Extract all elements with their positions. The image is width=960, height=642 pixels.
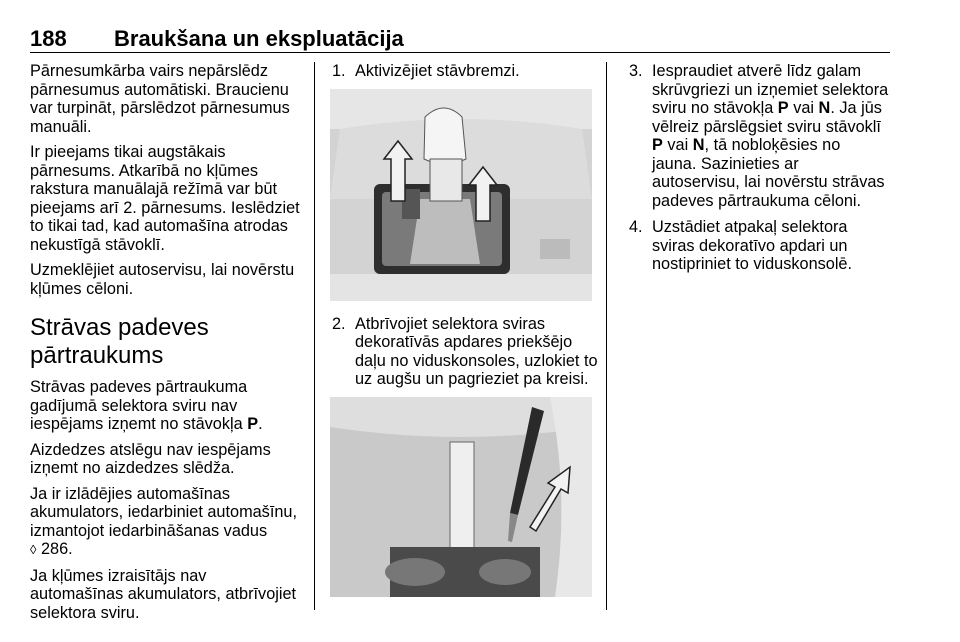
paragraph xyxy=(30,378,302,434)
text-run: vai xyxy=(788,99,819,117)
page-header xyxy=(30,26,890,54)
text-run: . Ja jūs vēlreiz pārslēgsiet sviru stāvoklī xyxy=(652,99,882,136)
column-divider xyxy=(314,62,315,610)
bold-text: P xyxy=(652,136,663,154)
page-number: 188 xyxy=(30,26,67,51)
screwdriver-illustration xyxy=(330,397,592,597)
bold-text: N xyxy=(818,99,831,117)
step-4 xyxy=(627,218,889,274)
chapter-title: Braukšana un ekspluatācija xyxy=(114,26,404,51)
step-1 xyxy=(330,62,598,81)
text-run: Strāvas padeves pārtraukuma gadījumā selektora sviru nav iespējams izņemt no stāvokļa xyxy=(30,378,248,433)
step-text: Atbrīvojiet selektora sviras dekoratīvās apdares priekšējo daļu no viduskonsoles, uzlokiet to uz augšu un pagrieziet pa kreisi. xyxy=(355,314,598,388)
paragraph xyxy=(30,485,302,560)
step-number: 2. xyxy=(332,314,346,333)
step-3 xyxy=(627,62,889,210)
column-right xyxy=(627,62,889,282)
gear-selector-illustration xyxy=(330,89,592,301)
step-2 xyxy=(330,315,598,389)
cross-reference-arrow-icon: ◊ xyxy=(30,542,37,557)
text-run: Ja ir izlādējies automašīnas akumulators, iedarbiniet automašīnu, izmantojot iedarbināšanas vadus xyxy=(30,484,297,540)
bold-text: P xyxy=(247,415,259,433)
text-run: vai xyxy=(662,136,693,154)
column-left xyxy=(30,62,302,629)
bold-text: P xyxy=(777,99,789,117)
text-run: Iespraudiet atverē līdz galam skrūvgriezi un izņemiet selektora sviru no stāvokļa xyxy=(652,62,889,117)
page-reference-link[interactable]: 286. xyxy=(40,540,73,558)
step-number: 3. xyxy=(629,62,643,80)
section-heading: Strāvas padeves pārtraukums xyxy=(30,314,209,369)
paragraph: Ja kļūmes izraisītājs nav automašīnas akumulators, atbrīvojiet selektora sviru. xyxy=(30,566,297,622)
paragraph: Ir pieejams tikai augstākais pārnesums. Atkarībā no kļūmes rakstura manuālajā režīmā var būt pieejams arī 2. pārnesums. Ieslēdziet to tikai tad, kad automašīna atrodas nekustīgā stāvoklī. xyxy=(30,143,300,254)
paragraph: Aizdedzes atslēgu nav iespējams izņemt no aizdedzes slēdža. xyxy=(30,440,271,477)
paragraph: Pārnesumkārba vairs nepārslēdz pārnesumus automātiski. Braucienu var turpināt, pārslēdzot pārnesumus manuāli. xyxy=(30,62,290,136)
text-run: , tā nobloķēsies no jauna. Sazinieties ar autoservisu, lai novērstu strāvas padeves pārtraukuma cēloni. xyxy=(652,136,885,210)
step-text: Aktivizējiet stāvbremzi. xyxy=(355,62,520,80)
step-number: 4. xyxy=(629,218,643,236)
step-text: Uzstādiet atpakaļ selektora sviras dekoratīvo apdari un nostipriniet to viduskonsolē. xyxy=(652,218,853,273)
step-number: 1. xyxy=(332,62,346,80)
column-divider xyxy=(606,62,607,610)
paragraph: Uzmeklējiet autoservisu, lai novērstu kļūmes cēloni. xyxy=(30,261,295,298)
text-run: . xyxy=(258,415,263,433)
header-rule xyxy=(30,52,890,53)
bold-text: N xyxy=(692,136,705,154)
column-middle xyxy=(330,62,598,597)
